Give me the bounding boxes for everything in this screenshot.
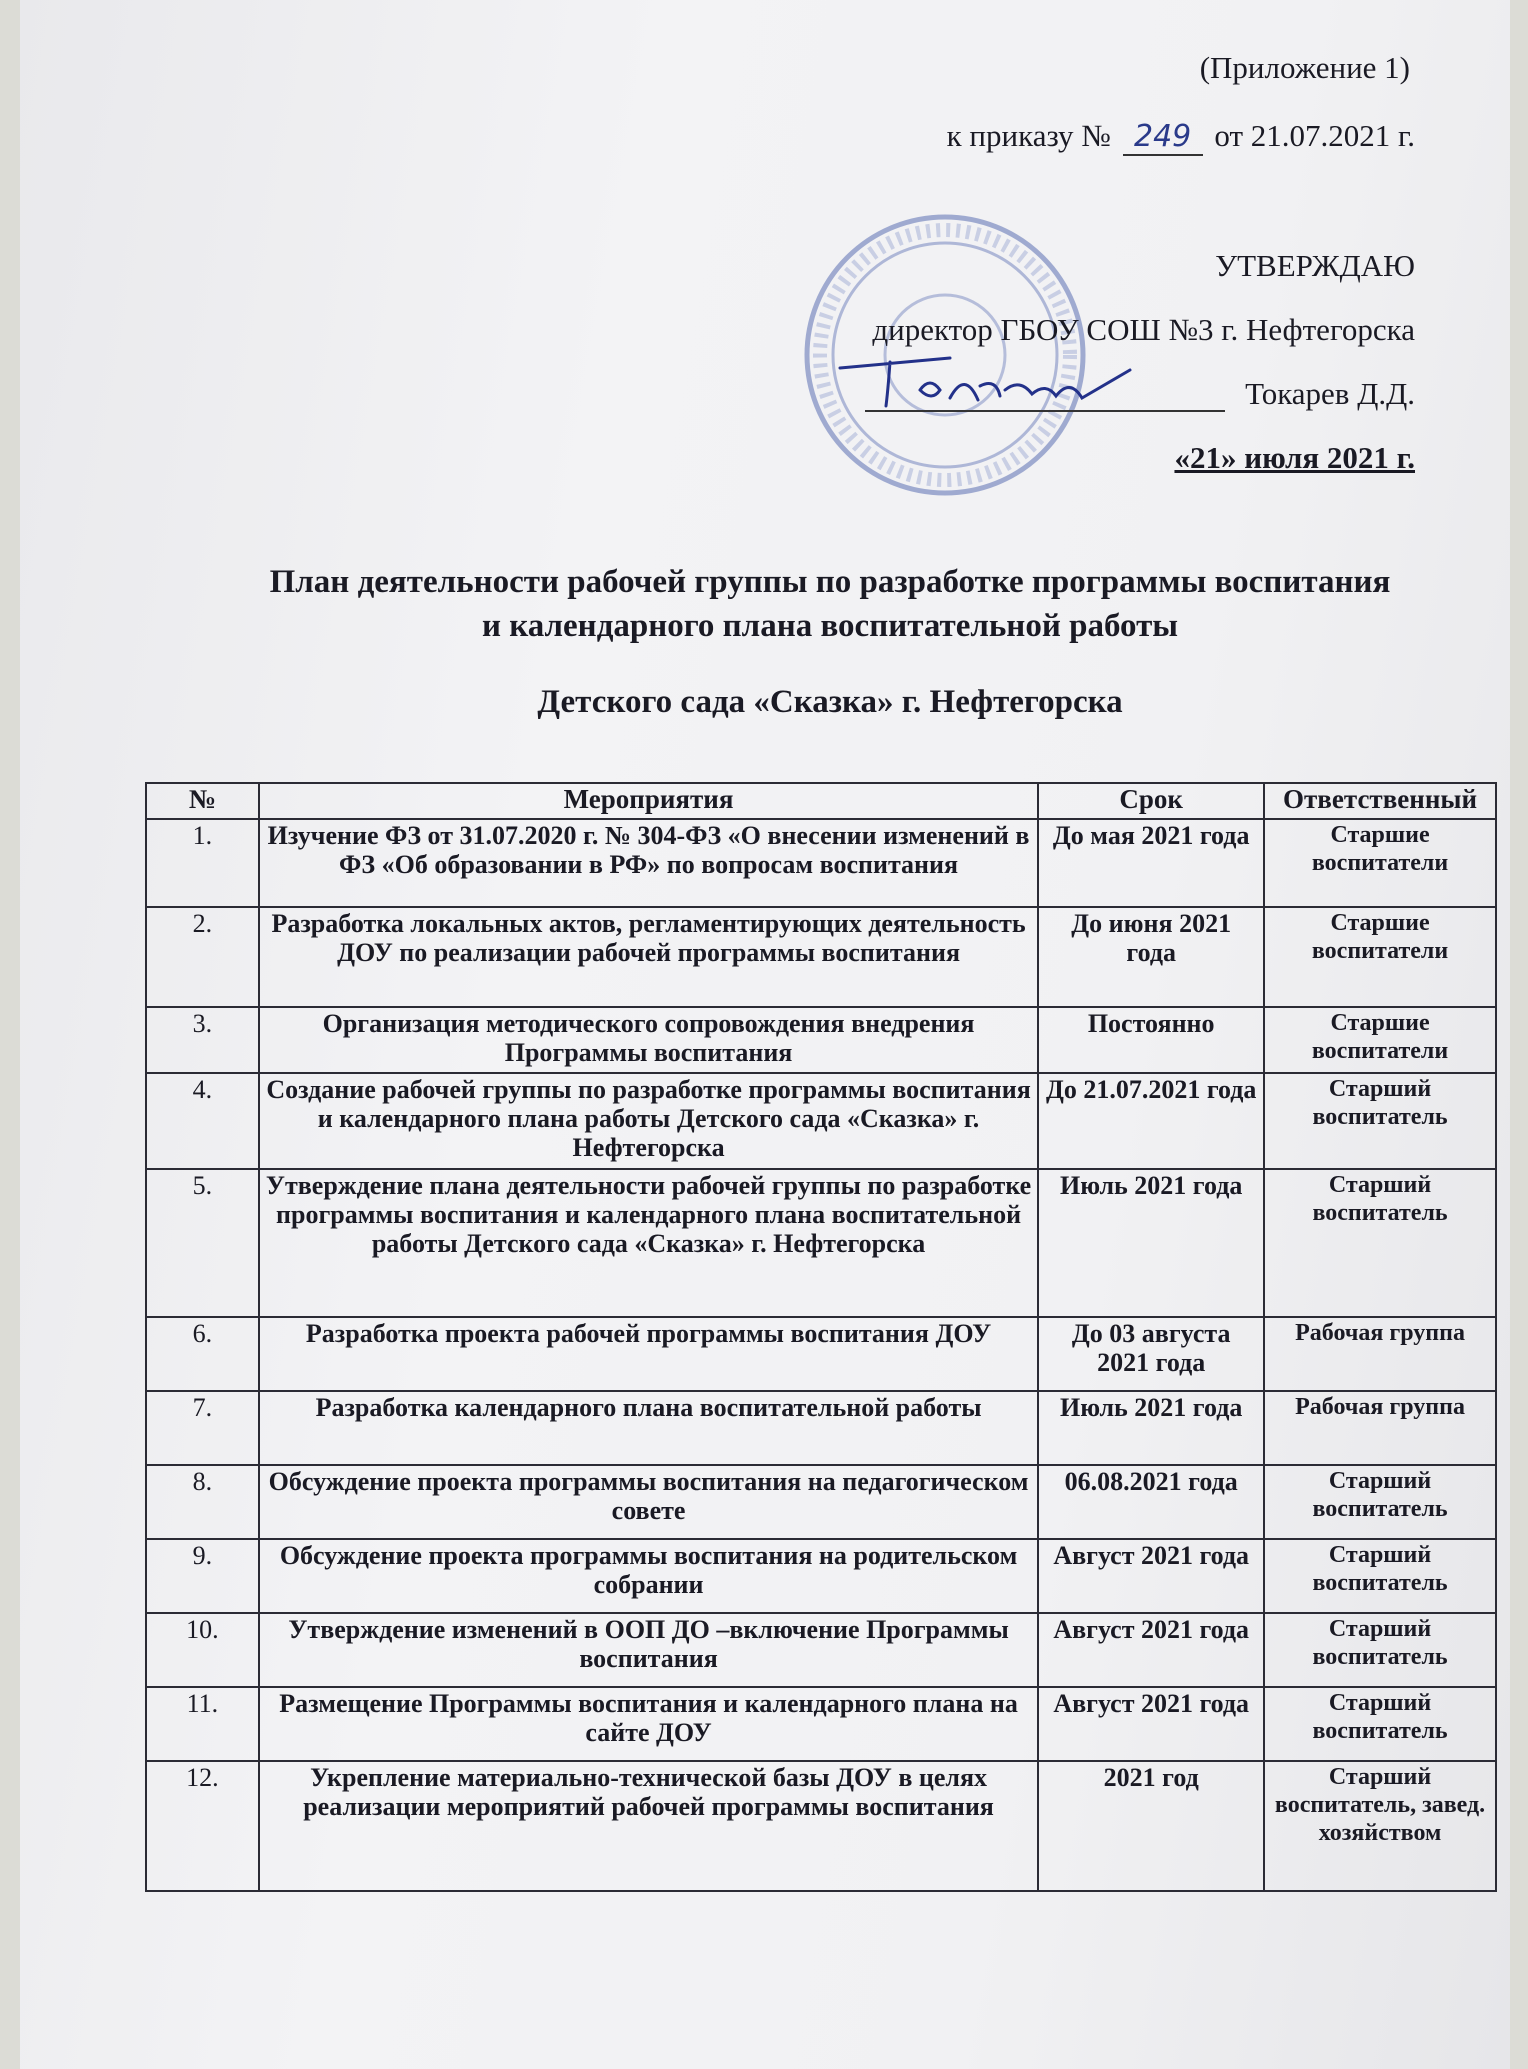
row-term: Август 2021 года (1038, 1613, 1264, 1687)
row-responsible: Старший воспитатель (1264, 1465, 1496, 1539)
director-position: директор ГБОУ СОШ №3 г. Нефтегорска (872, 312, 1415, 347)
row-responsible: Старший воспитатель (1264, 1169, 1496, 1317)
row-number: 10. (146, 1613, 259, 1687)
order-line (947, 118, 1415, 156)
table-row (146, 1761, 1496, 1891)
row-term: Июль 2021 года (1038, 1169, 1264, 1317)
row-term: Июль 2021 года (1038, 1391, 1264, 1465)
table-row (146, 1465, 1496, 1539)
row-term: До июня 2021 года (1038, 907, 1264, 1007)
table-row (146, 819, 1496, 907)
row-number: 12. (146, 1761, 259, 1891)
header-responsible: Ответственный (1264, 783, 1496, 819)
row-activity: Изучение ФЗ от 31.07.2020 г. № 304-ФЗ «О внесении изменений в ФЗ «Об образовании в РФ» по вопросам воспитания (259, 819, 1039, 907)
row-number: 6. (146, 1317, 259, 1391)
table-row (146, 1391, 1496, 1465)
header-term: Срок (1038, 783, 1264, 819)
row-number: 5. (146, 1169, 259, 1317)
table-row (146, 1613, 1496, 1687)
row-number: 7. (146, 1391, 259, 1465)
annex-label: (Приложение 1) (1199, 50, 1410, 85)
row-activity: Утверждение плана деятельности рабочей группы по разработке программы воспитания и календарного плана воспитательной работы Детского сада «Сказка» г. Нефтегорска (259, 1169, 1039, 1317)
document-page (20, 0, 1510, 2069)
row-responsible: Старшие воспитатели (1264, 1007, 1496, 1073)
order-number: 249 (1123, 119, 1203, 156)
table-row (146, 1687, 1496, 1761)
row-number: 8. (146, 1465, 259, 1539)
row-number: 4. (146, 1073, 259, 1169)
plan-title: План деятельности рабочей группы по разработке программы воспитания и календарного плана воспитательной работы (269, 564, 1391, 644)
row-responsible: Старший воспитатель, завед. хозяйством (1264, 1761, 1496, 1891)
row-responsible: Рабочая группа (1264, 1391, 1496, 1465)
row-responsible: Старший воспитатель (1264, 1539, 1496, 1613)
row-activity: Обсуждение проекта программы воспитания на родительском собрании (259, 1539, 1039, 1613)
row-activity: Создание рабочей группы по разработке программы воспитания и календарного плана работы Детского сада «Сказка» г. Нефтегорска (259, 1073, 1039, 1169)
plan-subtitle: Детского сада «Сказка» г. Нефтегорска (537, 684, 1123, 720)
row-term: До 03 августа 2021 года (1038, 1317, 1264, 1391)
table-header-row (146, 783, 1496, 819)
row-activity: Организация методического сопровождения внедрения Программы воспитания (259, 1007, 1039, 1073)
table-row (146, 1169, 1496, 1317)
row-activity: Укрепление материально-технической базы ДОУ в целях реализации мероприятий рабочей программы воспитания (259, 1761, 1039, 1891)
row-responsible: Старшие воспитатели (1264, 907, 1496, 1007)
row-number: 3. (146, 1007, 259, 1073)
row-term: Август 2021 года (1038, 1687, 1264, 1761)
row-number: 2. (146, 907, 259, 1007)
row-term: 06.08.2021 года (1038, 1465, 1264, 1539)
row-activity: Разработка проекта рабочей программы воспитания ДОУ (259, 1317, 1039, 1391)
row-responsible: Рабочая группа (1264, 1317, 1496, 1391)
table-row (146, 907, 1496, 1007)
row-number: 11. (146, 1687, 259, 1761)
table-row (146, 1539, 1496, 1613)
order-prefix: к приказу № (946, 118, 1111, 153)
table-row (146, 1317, 1496, 1391)
row-activity: Размещение Программы воспитания и календарного плана на сайте ДОУ (259, 1687, 1039, 1761)
row-responsible: Старший воспитатель (1264, 1073, 1496, 1169)
row-term: Постоянно (1038, 1007, 1264, 1073)
header-activities: Мероприятия (259, 783, 1039, 819)
row-term: 2021 год (1038, 1761, 1264, 1891)
row-activity: Разработка локальных актов, регламентирующих деятельность ДОУ по реализации рабочей программы воспитания (259, 907, 1039, 1007)
approval-date: «21» июля 2021 г. (1174, 440, 1415, 475)
row-term: До мая 2021 года (1038, 819, 1264, 907)
row-term: До 21.07.2021 года (1038, 1073, 1264, 1169)
order-date: от 21.07.2021 г. (1214, 118, 1415, 153)
approve-label: УТВЕРЖДАЮ (1215, 248, 1415, 283)
row-responsible: Старший воспитатель (1264, 1687, 1496, 1761)
table-row (146, 1073, 1496, 1169)
director-name: Токарев Д.Д. (1245, 376, 1415, 411)
row-activity: Разработка календарного плана воспитательной работы (259, 1391, 1039, 1465)
row-responsible: Старшие воспитатели (1264, 819, 1496, 907)
header-number: № (146, 783, 259, 819)
row-activity: Обсуждение проекта программы воспитания на педагогическом совете (259, 1465, 1039, 1539)
row-number: 9. (146, 1539, 259, 1613)
plan-table (145, 782, 1497, 1892)
row-responsible: Старший воспитатель (1264, 1613, 1496, 1687)
table-row (146, 1007, 1496, 1073)
row-number: 1. (146, 819, 259, 907)
row-activity: Утверждение изменений в ООП ДО –включение Программы воспитания (259, 1613, 1039, 1687)
row-term: Август 2021 года (1038, 1539, 1264, 1613)
handwritten-signature (800, 340, 1160, 420)
